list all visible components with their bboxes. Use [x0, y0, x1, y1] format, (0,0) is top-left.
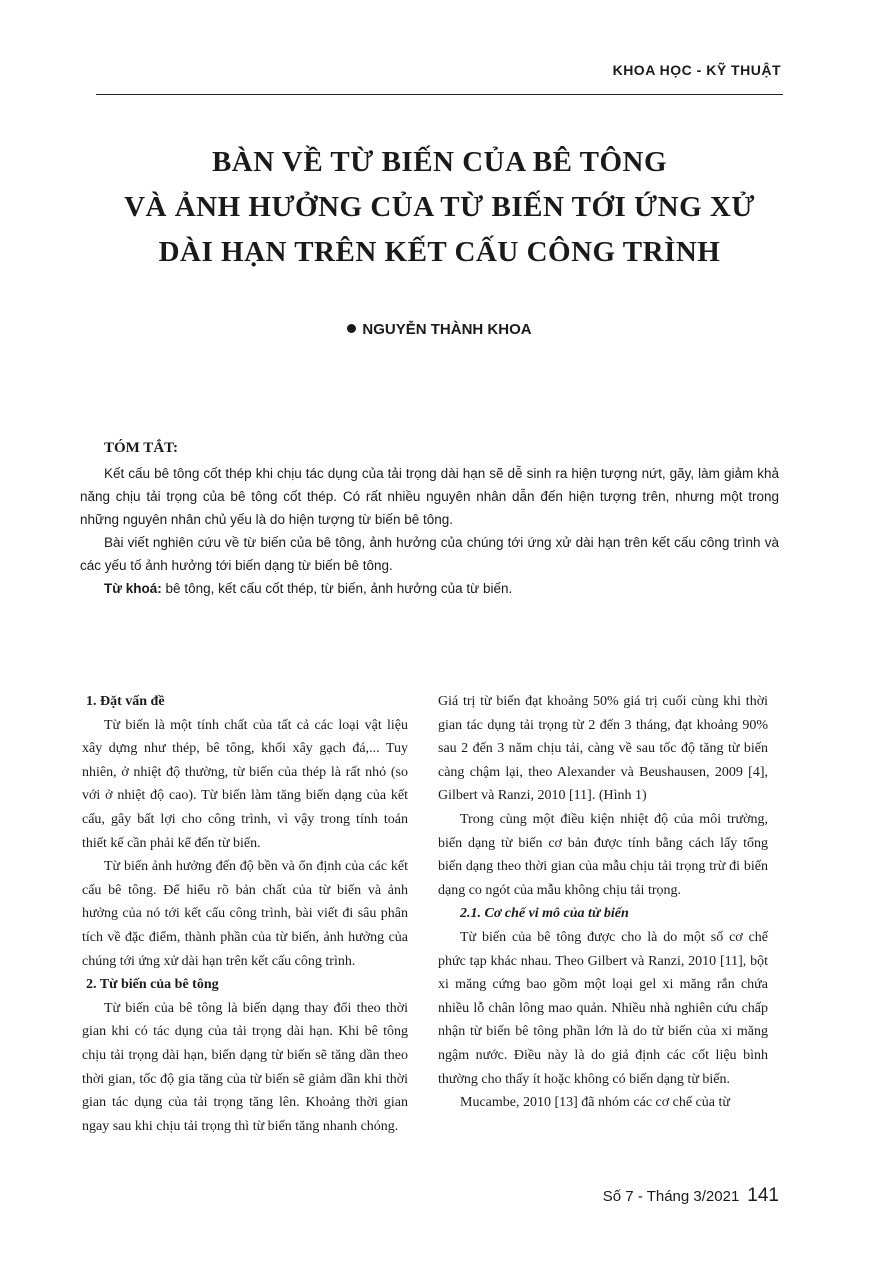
body-paragraph: Từ biến ảnh hưởng đến độ bền và ổn định của các kết cấu bê tông. Để hiểu rõ bản chất của từ biến và ảnh hưởng của nó tới kết cấu công trình, bài viết đi sâu phân tích về đặc điểm, thành phần của từ biến, ảnh hưởng của chúng tới ứng xử dài hạn trên kết cấu công trình. [82, 859, 408, 969]
body-paragraph: Từ biến của bê tông được cho là do một số cơ chế phức tạp khác nhau. Theo Gilbert và Ranzi, 2010 [11], bột xi măng cứng bao gồm một loại gel xi măng rắn chứa nhiều lỗ chân lông mao quản. Nhiều nhà nghiên cứu chấp nhận từ biến bê tông phần lớn là do từ biến của xi măng ngậm nước. Điều này là do giả định các cốt liệu bình thường cho thấy ít hoặc không có biến dạng từ biến. [438, 929, 768, 1087]
abstract-heading: TÓM TẮT: [104, 440, 179, 456]
keywords-text: bê tông, kết cấu cốt thép, từ biến, ảnh hưởng của từ biến. [165, 581, 513, 596]
abstract-paragraph: Kết cấu bê tông cốt thép khi chịu tác dụng của tải trọng dài hạn sẽ dễ sinh ra hiện tượng nứt, gãy, làm giảm khả năng chịu tải trọng của bê tông cốt thép. Có rất nhiều nguyên nhân dẫn đến hiện tượng trên, nhưng một trong những nguyên nhân chủ yếu là do hiện tượng từ biến bê tông. [80, 466, 779, 527]
keywords-line [80, 577, 779, 600]
article-title [40, 140, 839, 275]
abstract-block [80, 437, 779, 600]
keywords-label: Từ khoá: [104, 581, 162, 596]
body-paragraph: Giá trị từ biến đạt khoảng 50% giá trị cuối cùng khi thời gian tác dụng tải trọng từ 2 đến 3 tháng, đạt khoảng 90% sau 2 đến 3 năm chịu tải, càng về sau tốc độ tăng từ biến càng chậm lại, theo Alexander và Beushausen, 2009 [4], Gilbert và Ranzi, 2010 [11]. (Hình 1) [438, 694, 768, 804]
body-paragraph: Từ biến là một tính chất của tất cả các loại vật liệu xây dựng như thép, bê tông, khối xây gạch đá,... Tuy nhiên, ở nhiệt độ thường, từ biến của thép là rất nhỏ (so với ở nhiệt độ cao). Từ biến làm tăng biến dạng của kết cấu, gây bất lợi cho công trình, vì vậy trong tính toán thiết kế cần phải kể đến từ biến. [82, 717, 408, 851]
abstract-paragraph: Bài viết nghiên cứu về từ biến của bê tông, ảnh hưởng của chúng tới ứng xử dài hạn trên kết cấu công trình và các yếu tố ảnh hưởng tới biến dạng từ biến bê tông. [80, 535, 779, 573]
author-name: NGUYỄN THÀNH KHOA [362, 321, 532, 338]
body-paragraph: Mucambe, 2010 [13] đã nhóm các cơ chế của từ [460, 1095, 730, 1111]
subsection-heading: 2.1. Cơ chế vi mô của từ biến [460, 906, 629, 922]
section-heading: 2. Từ biến của bê tông [86, 977, 219, 993]
body-paragraph: Từ biến của bê tông là biến dạng thay đổi theo thời gian khi có tác dụng của tải trọng dài hạn. Khi bê tông chịu tải trọng dài hạn, biến dạng từ biến sẽ tăng dần theo thời gian, tốc độ gia tăng của từ biến sẽ giảm dần khi thời gian tác dụng của tải trọng tăng lên. Khoảng thời gian ngay sau khi chịu tải trọng thì từ biến tăng nhanh chóng. [82, 1000, 408, 1134]
title-line: DÀI HẠN TRÊN KẾT CẤU CÔNG TRÌNH [158, 236, 721, 268]
right-column [438, 690, 768, 1115]
body-paragraph: Trong cùng một điều kiện nhiệt độ của môi trường, biến dạng từ biến cơ bản được tính bằng cách lấy tổng biến dạng theo thời gian của mẫu chịu tải trọng trừ đi biến dạng co ngót của mẫu không chịu tải trọng. [438, 811, 768, 898]
header-divider [96, 94, 783, 95]
left-column [82, 690, 408, 1138]
journal-section-label: KHOA HỌC - KỸ THUẬT [612, 62, 781, 78]
page-number: 141 [747, 1185, 779, 1206]
author-line [0, 321, 879, 338]
page-footer [603, 1185, 779, 1207]
issue-label: Số 7 - Tháng 3/2021 [602, 1188, 740, 1205]
section-heading: 1. Đặt vấn đề [86, 694, 165, 709]
title-line: BÀN VỀ TỪ BIẾN CỦA BÊ TÔNG [211, 146, 668, 178]
title-line: VÀ ẢNH HƯỞNG CỦA TỪ BIẾN TỚI ỨNG XỬ [124, 191, 755, 223]
bullet-icon [347, 324, 356, 333]
